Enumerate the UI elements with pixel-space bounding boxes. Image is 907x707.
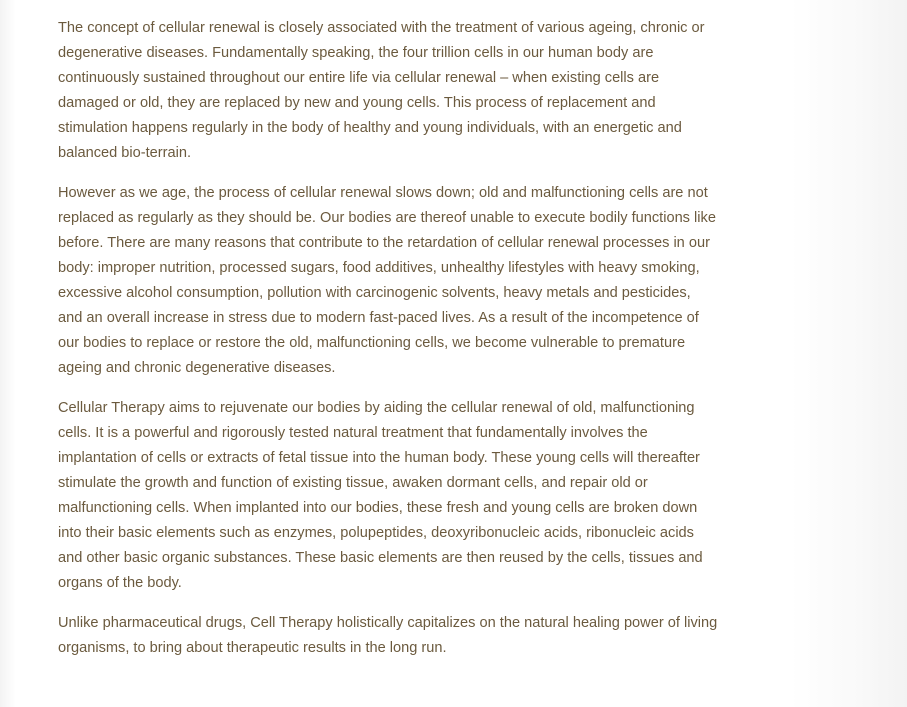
paragraph-cellular-renewal-intro: The concept of cellular renewal is closely associated with the treatment of various ageing, chronic or degenerative diseases. Fundamentally speaking, the four trillion cells in our human body are continuously sustained throughout our entire life via cellular renewal – when existing cells are damaged or old, they are replaced by new and young cells. This process of replacement and stimulation happens regularly in the body of healthy and young individuals, with an energetic and balanced bio-terrain. xyxy=(58,20,705,161)
paragraph-holistic-healing: Unlike pharmaceutical drugs, Cell Therapy holistically capitalizes on the natural healing power of living organisms, to bring about therapeutic results in the long run. xyxy=(58,615,718,656)
paragraph-ageing-slowdown: However as we age, the process of cellular renewal slows down; old and malfunctioning cells are not replaced as regularly as they should be. Our bodies are thereof unable to execute bodily functions like before. There are many reasons that contribute to the retardation of cellular renewal processes in our body: improper nutrition, processed sugars, food additives, unhealthy lifestyles with heavy smoking, excessive alcohol consumption, pollution with carcinogenic solvents, heavy metals and pesticides, and an overall increase in stress due to modern fast-paced lives. As a result of the incompetence of our bodies to replace or restore the old, malfunctioning cells, we become vulnerable to premature ageing and chronic degenerative diseases. xyxy=(58,185,716,376)
article-body xyxy=(58,16,718,676)
paragraph-cellular-therapy: Cellular Therapy aims to rejuvenate our bodies by aiding the cellular renewal of old, malfunctioning cells. It is a powerful and rigorously tested natural treatment that fundamentally involves the implantation of cells or extracts of fetal tissue into the human body. These young cells will thereafter stimulate the growth and function of existing tissue, awaken dormant cells, and repair old or malfunctioning cells. When implanted into our bodies, these fresh and young cells are broken down into their basic elements such as enzymes, polupeptides, deoxyribonucleic acids, ribonucleic acids and other basic organic substances. These basic elements are then reused by the cells, tissues and organs of the body. xyxy=(58,400,703,591)
